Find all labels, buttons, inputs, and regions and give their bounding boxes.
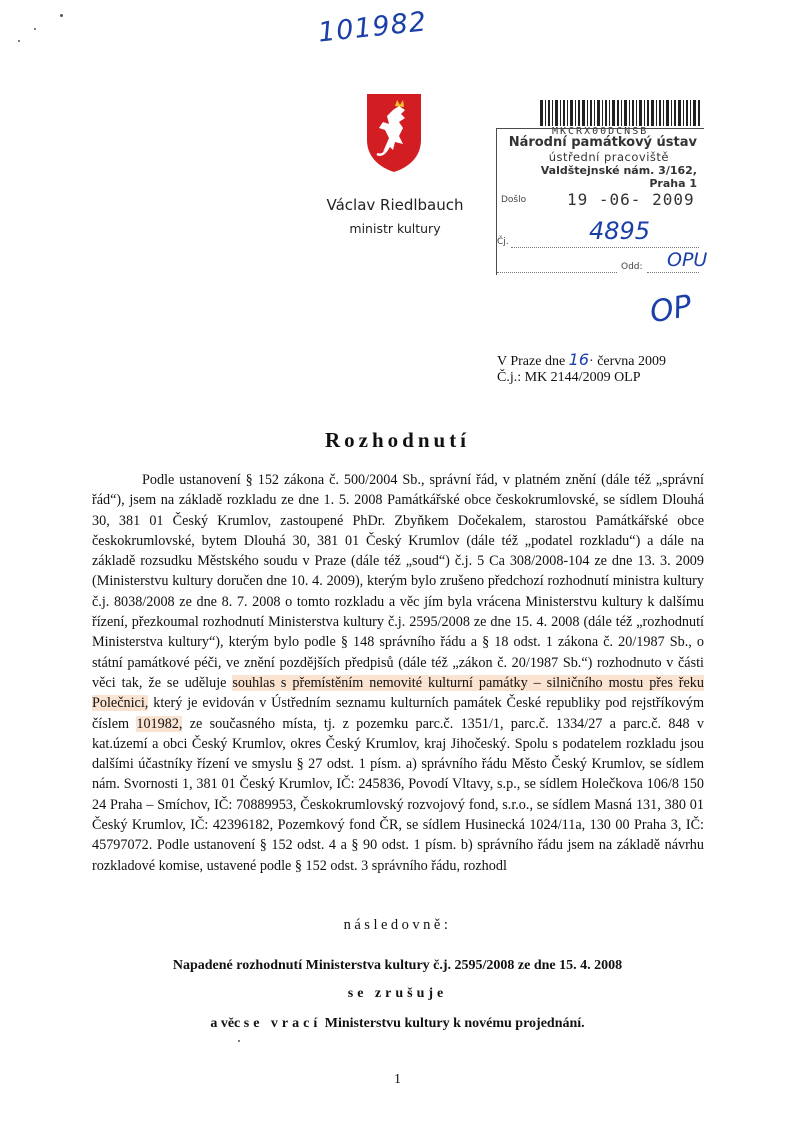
returned-prefix: a věc [210,1016,241,1031]
registry-stamp [496,128,708,275]
page-number: 1 [394,1072,401,1087]
following-label: následovně: [343,917,452,933]
place-date-prefix: V Praze dne [497,354,566,369]
returned-statement [0,1016,795,1032]
stamp-address: Valdštejnské nám. 3/162, Praha 1 [540,164,697,190]
place-date-suffix: června 2009 [597,354,667,369]
minister-name: Václav Riedlbauch [326,196,464,214]
stamp-number-label: Čj. [497,237,509,247]
czech-lion-coat-of-arms-icon [365,92,423,174]
returned-spaced: se vrací [243,1016,322,1031]
highlighted-register-number: 101982, [136,715,183,732]
stamp-dotted-line [511,247,699,248]
reference-number: Č.j.: MK 2144/2009 OLP [497,370,641,385]
stamp-received-date: 19 -06- 2009 [567,190,695,209]
minister-title: ministr kultury [349,221,441,236]
stamp-dept-label: Odd: [621,262,643,272]
paragraph-part-3: ze současného místa, tj. z pozemku parc.č. 1351/1, parc.č. 1334/27 a parc.č. 848 v kat.území a obci Český Krumlov, okres Český Krumlov, kraj Jihočeský. Spolu s podatelem rozkladu jsou dalšími účastníky řízení ve smyslu § 27 odst. 1 písm. a) správního řádu Město Český Krumlov, se sídlem nám. Svornosti 1, 381 01 Český Krumlov, IČ: 245836, Povodí Vltavy, s.p., se sídlem Holečkova 106/8 150 24 Praha – Smíchov, IČ: 70889953, Českokrumlovský rozvojový fond, s.r.o., se sídlem Masná 131, 380 01 Český Krumlov, IČ: 42396182, Pozemkový fond ČR, se sídlem Husinecká 1024/11a, 130 00 Praha 3, IČ: 45797072. Podle ustanovení § 152 odst. 4 a § 90 odst. 1 písm. b) správního řádu jsem na základě návrhu rozkladové komise, ustavené podle § 152 odst. 3 správního řádu, rozhodl [92,715,705,874]
barcode-code: MKCRX00DCNSB [552,126,649,137]
handwritten-reference-number: 101982 [316,6,429,49]
stamp-unit: ústřední pracoviště [548,150,669,164]
scan-speck [18,40,20,42]
cancelled-statement: se zrušuje [347,986,448,1001]
paragraph-part-1: Podle ustanovení § 152 zákona č. 500/2004 Sb., správní řád, v platném znění (dále též „správní řád“), jsem na základě rozkladu ze dne 1. 5. 2008 Památkářské obce českokrumlovské, se sídlem Dlouhá 30, 381 01 Český Krumlov, zastoupené PhDr. Zbyňkem Dočekalem, starostou Památkářské obce českokrumlovské, bytem Dlouhá 30, 381 01 Český Krumlov (dále též „podatel rozkladu“) a dále na základě rozsudku Městského soudu v Praze (dále též „soud“) č.j. 5 Ca 308/2008-104 ze dne 13. 3. 2009 (Ministerstvu kultury doručen dne 10. 4. 2009), kterým bylo zrušeno předchozí rozhodnutí ministra kultury č.j. 8038/2008 ze dne 8. 7. 2008 o tomto rozkladu a věc jím byla vrácena Ministerstvu kultury k dalšímu řízení, přezkoumal rozhodnutí Ministerstva kultury č.j. 2595/2008 ze dne 15. 4. 2008 (dále též „rozhodnutí Ministerstva kultury“), kterým bylo podle § 148 správního řádu a § 18 odst. 1 zákona č. 20/1987 Sb., o státní památkové péči, ve znění pozdějších předpisů (dále též „zákon č. 20/1987 Sb.“) rozhodnuto v části věci tak, že se uděluje [92,472,704,691]
stamp-received-label: Došlo [501,195,527,205]
document-title: Rozhodnutí [324,428,471,452]
scan-speck [34,28,36,30]
highlighted-monument: souhlas s přemístěním nemovité kulturní památky – silničního mostu přes řeku Polečnici, [92,674,704,712]
scan-speck [60,14,63,17]
stamp-dotted-line [497,272,617,273]
place-date: V Praze dne 16· června 2009 [497,350,667,369]
stamp-number-value: 4895 [589,217,651,245]
scan-speck [238,1040,240,1042]
handwritten-initials: OP [647,288,695,331]
barcode-icon [540,100,700,128]
handwritten-date-day: 16 [568,350,590,369]
returned-suffix: Ministerstvu kultury k novému projednání. [324,1016,585,1031]
stamp-header [503,135,697,190]
paragraph-part-2: který je evidován v Ústředním seznamu kulturních památek České republiky pod rejstříkovým číslem [92,695,704,732]
decision-statement: Napadené rozhodnutí Ministerstva kultury č.j. 2595/2008 ze dne 15. 4. 2008 [172,958,623,973]
stamp-dotted-line [647,272,699,273]
stamp-org-name: Národní památkový ústav [508,135,697,150]
decision-body-paragraph [92,470,704,876]
stamp-dept-value: OPU [667,249,708,271]
